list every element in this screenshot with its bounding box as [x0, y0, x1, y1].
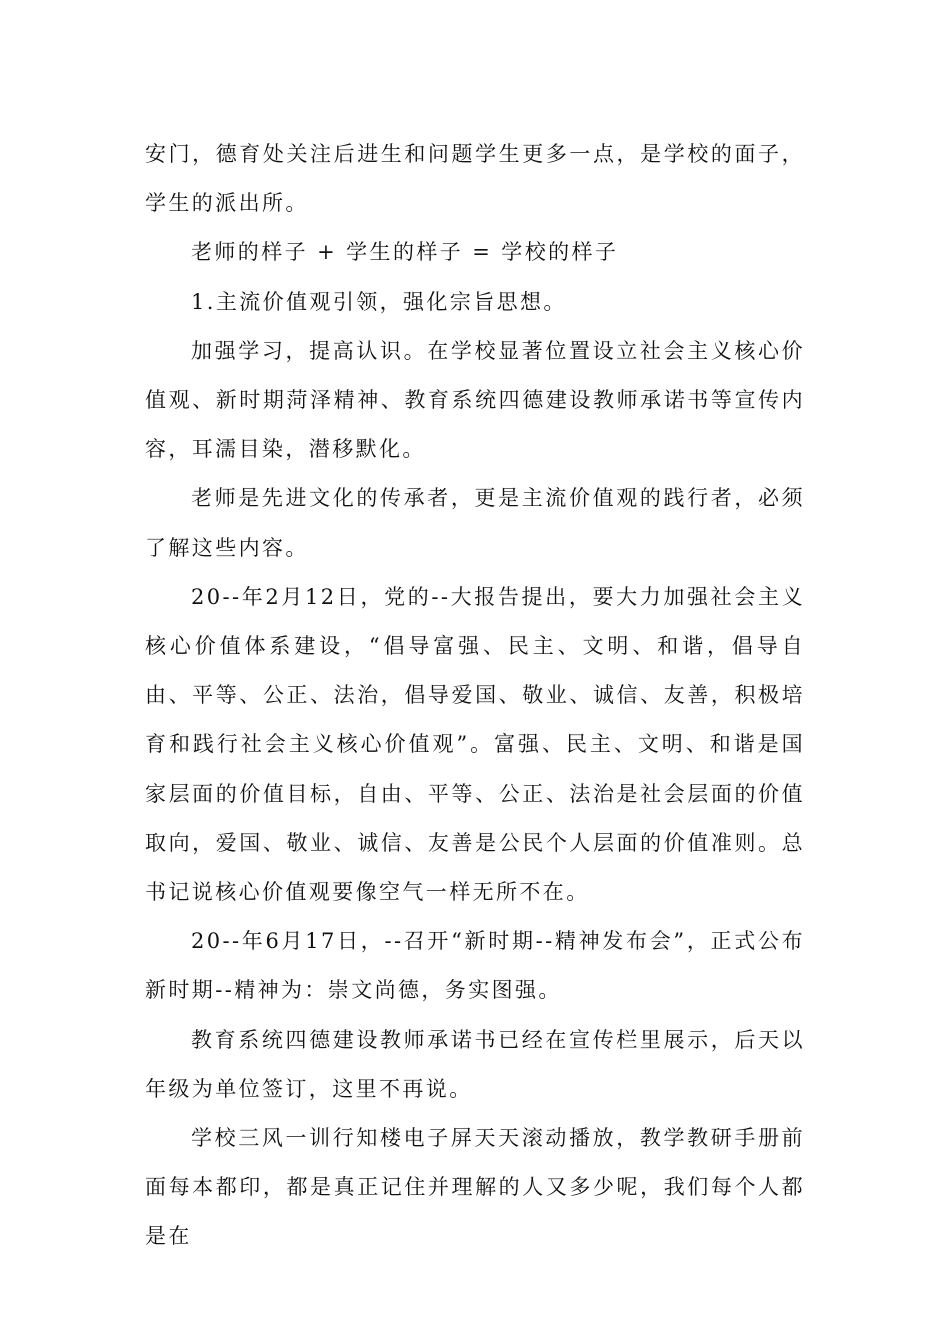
paragraph-1: 安门，德育处关注后进生和问题学生更多一点，是学校的面子，学生的派出所。 [145, 142, 805, 216]
paragraph-8: 教育系统四德建设教师承诺书已经在宣传栏里展示，后天以年级为单位签订，这里不再说。 [145, 1027, 805, 1101]
paragraph-5: 老师是先进文化的传承者，更是主流价值观的践行者，必须了解这些内容。 [145, 486, 805, 560]
paragraph-3: 1.主流价值观引领，强化宗旨思想。 [191, 289, 567, 314]
paragraph-7: 20--年6月17日，--召开“新时期--精神发布会”，正式公布新时期--精神为：崇文尚德，务实图强。 [145, 929, 805, 1003]
paragraph-2: 老师的样子 + 学生的样子 = 学校的样子 [191, 240, 619, 265]
document-body [145, 130, 805, 1262]
paragraph-4: 加强学习，提高认识。在学校显著位置设立社会主义核心价值观、新时期菏泽精神、教育系统四德建设教师承诺书等宣传内容，耳濡目染，潜移默化。 [145, 338, 805, 462]
paragraph-6: 20--年2月12日，党的--大报告提出，要大力加强社会主义核心价值体系建设，“倡导富强、民主、文明、和谐，倡导自由、平等、公正、法治，倡导爱国、敬业、诚信、友善，积极培育和践行社会主义核心价值观”。富强、民主、文明、和谐是国家层面的价值目标，自由、平等、公正、法治是社会层面的价值取向，爱国、敬业、诚信、友善是公民个人层面的价值准则。总书记说核心价值观要像空气一样无所不在。 [145, 584, 805, 905]
paragraph-9: 学校三风一训行知楼电子屏天天滚动播放，教学教研手册前面每本都印，都是真正记住并理解的人又多少呢，我们每个人都是在 [145, 1126, 805, 1249]
